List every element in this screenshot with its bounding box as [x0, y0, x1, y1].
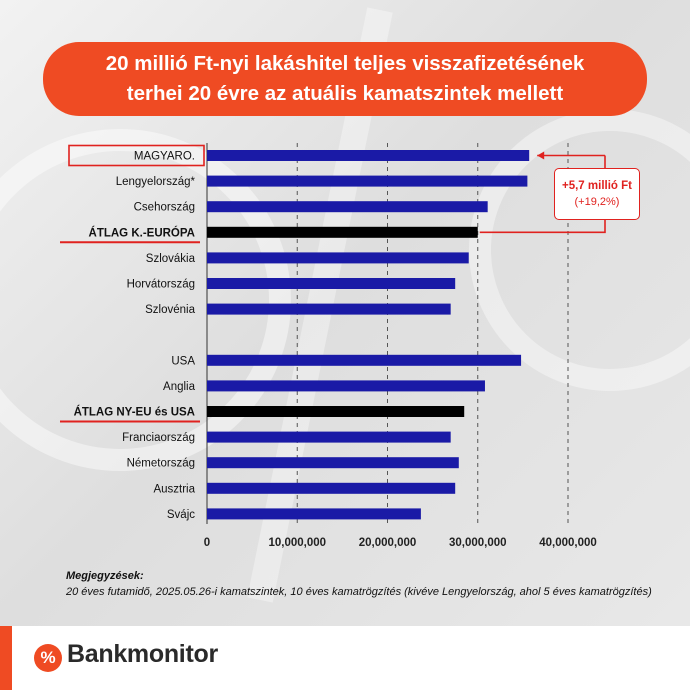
footer-accent-stripe [0, 626, 12, 690]
bar [207, 252, 469, 263]
bar [207, 380, 485, 391]
bar [207, 304, 451, 315]
x-tick-label: 10,000,000 [268, 537, 327, 549]
category-label: ÁTLAG NY-EU és USA [73, 406, 195, 419]
x-tick-label: 0 [203, 537, 211, 549]
difference-callout [554, 168, 640, 220]
bar [207, 278, 455, 289]
category-label: Horvátország [126, 278, 195, 291]
bar [207, 150, 529, 161]
category-label: Csehország [133, 201, 195, 214]
category-label: USA [171, 355, 195, 368]
notes-heading: Megjegyzések: [66, 570, 144, 582]
category-label: MAGYARO. [133, 150, 195, 163]
category-label: Ausztria [153, 483, 195, 496]
bar [207, 355, 521, 366]
bar [207, 406, 464, 417]
bar [207, 227, 478, 238]
difference-percent: (+19,2%) [574, 196, 620, 208]
bar [207, 201, 488, 212]
notes [66, 568, 652, 600]
category-label: Svájc [166, 508, 195, 521]
connector-bottom [480, 220, 605, 232]
x-tick-label: 40,000,000 [539, 537, 597, 549]
bar [207, 176, 527, 187]
category-label: Németország [126, 457, 195, 470]
category-label: ÁTLAG K.-EURÓPA [88, 227, 195, 240]
x-tick-label: 30,000,000 [448, 537, 507, 549]
arrow-head [537, 152, 544, 160]
bar [207, 483, 455, 494]
category-label: Szlovákia [145, 252, 195, 265]
title-line-1: 20 millió Ft-nyi lakáshitel teljes visszafizetésének [105, 52, 585, 75]
brand-name: Bankmonitor [67, 640, 218, 668]
category-label: Franciaország [122, 432, 195, 445]
bar [207, 432, 451, 443]
bar [207, 457, 459, 468]
percent-logo-icon: % [34, 644, 62, 672]
notes-text: 20 éves futamidő, 2025.05.26-i kamatszintek, 10 éves kamatrögzítés (kivéve Lengyelország, ahol 5 éves kamatrögzítés) [66, 586, 652, 598]
x-tick-label: 20,000,000 [358, 537, 417, 549]
title-line-2: terhei 20 évre az atuális kamatszintek mellett [126, 82, 564, 105]
bar [207, 508, 421, 519]
category-label: Lengyelország* [115, 176, 195, 189]
category-label: Szlovénia [145, 304, 195, 317]
difference-amount: +5,7 millió Ft [562, 180, 632, 192]
category-label: Anglia [163, 380, 195, 393]
footer [0, 626, 690, 690]
